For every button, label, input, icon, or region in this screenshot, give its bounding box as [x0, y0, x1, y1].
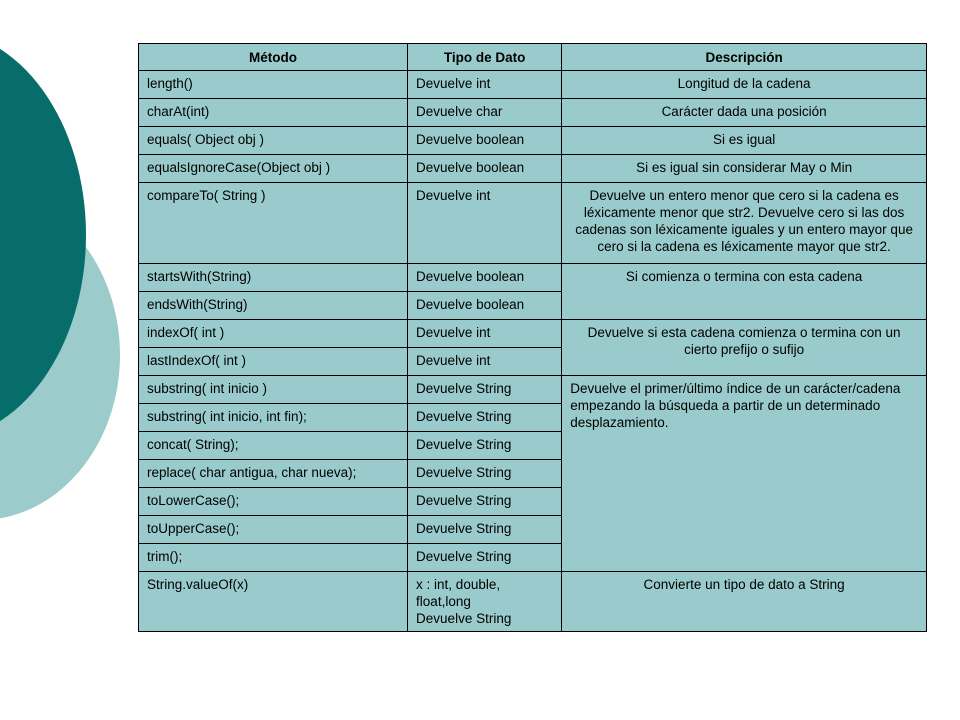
description-cell: Devuelve un entero menor que cero si la cadena es léxicamente menor que str2. Devuelve cero si las dos cadenas son léxicamente iguales y un entero mayor que cero si la cadena es léxicamente mayor que str2.: [562, 183, 927, 264]
description-cell: Carácter dada una posición: [562, 99, 927, 127]
table-row: [139, 264, 927, 292]
type-cell: Devuelve String: [408, 460, 562, 488]
description-cell: Convierte un tipo de dato a String: [562, 572, 927, 632]
method-cell: charAt(int): [139, 99, 408, 127]
type-cell: Devuelve String: [408, 376, 562, 404]
method-cell: length(): [139, 71, 408, 99]
table-row: [139, 572, 927, 632]
type-cell: Devuelve int: [408, 320, 562, 348]
method-cell: replace( char antigua, char nueva);: [139, 460, 408, 488]
description-cell: Si es igual: [562, 127, 927, 155]
header-description: Descripción: [562, 44, 927, 71]
type-cell: Devuelve String: [408, 432, 562, 460]
method-cell: compareTo( String ): [139, 183, 408, 264]
description-cell-merged: Si comienza o termina con esta cadena: [562, 264, 927, 320]
type-cell: Devuelve boolean: [408, 155, 562, 183]
type-cell: Devuelve boolean: [408, 127, 562, 155]
string-methods-table: [138, 43, 927, 632]
type-line: Devuelve String: [416, 611, 512, 626]
table-row: [139, 320, 927, 348]
type-line: float,long: [416, 594, 471, 609]
method-cell: substring( int inicio, int fin);: [139, 404, 408, 432]
description-cell-merged: Devuelve si esta cadena comienza o termina con un cierto prefijo o sufijo: [562, 320, 927, 376]
table-row: [139, 71, 927, 99]
table-row: [139, 99, 927, 127]
type-cell: [408, 572, 562, 632]
header-type: Tipo de Dato: [408, 44, 562, 71]
method-cell: concat( String);: [139, 432, 408, 460]
method-cell: indexOf( int ): [139, 320, 408, 348]
type-cell: Devuelve char: [408, 99, 562, 127]
method-cell: trim();: [139, 544, 408, 572]
table-row: [139, 155, 927, 183]
method-cell: equalsIgnoreCase(Object obj ): [139, 155, 408, 183]
type-cell: Devuelve String: [408, 516, 562, 544]
table-row: [139, 183, 927, 264]
table-header-row: [139, 44, 927, 71]
type-line: x : int, double,: [416, 577, 501, 592]
type-cell: Devuelve String: [408, 544, 562, 572]
type-cell: Devuelve boolean: [408, 264, 562, 292]
type-cell: Devuelve int: [408, 71, 562, 99]
method-cell: endsWith(String): [139, 292, 408, 320]
method-cell: equals( Object obj ): [139, 127, 408, 155]
type-cell: Devuelve int: [408, 348, 562, 376]
table-row: [139, 127, 927, 155]
type-cell: Devuelve String: [408, 488, 562, 516]
method-cell: startsWith(String): [139, 264, 408, 292]
method-cell: toLowerCase();: [139, 488, 408, 516]
type-cell: Devuelve boolean: [408, 292, 562, 320]
description-cell: Longitud de la cadena: [562, 71, 927, 99]
method-cell: substring( int inicio ): [139, 376, 408, 404]
method-cell: toUpperCase();: [139, 516, 408, 544]
method-cell: String.valueOf(x): [139, 572, 408, 632]
description-cell-merged: Devuelve el primer/último índice de un carácter/cadena empezando la búsqueda a partir de un determinado desplazamiento.: [562, 376, 927, 572]
type-cell: Devuelve int: [408, 183, 562, 264]
description-cell: Si es igual sin considerar May o Min: [562, 155, 927, 183]
header-method: Método: [139, 44, 408, 71]
table-row: [139, 376, 927, 404]
type-cell: Devuelve String: [408, 404, 562, 432]
method-cell: lastIndexOf( int ): [139, 348, 408, 376]
